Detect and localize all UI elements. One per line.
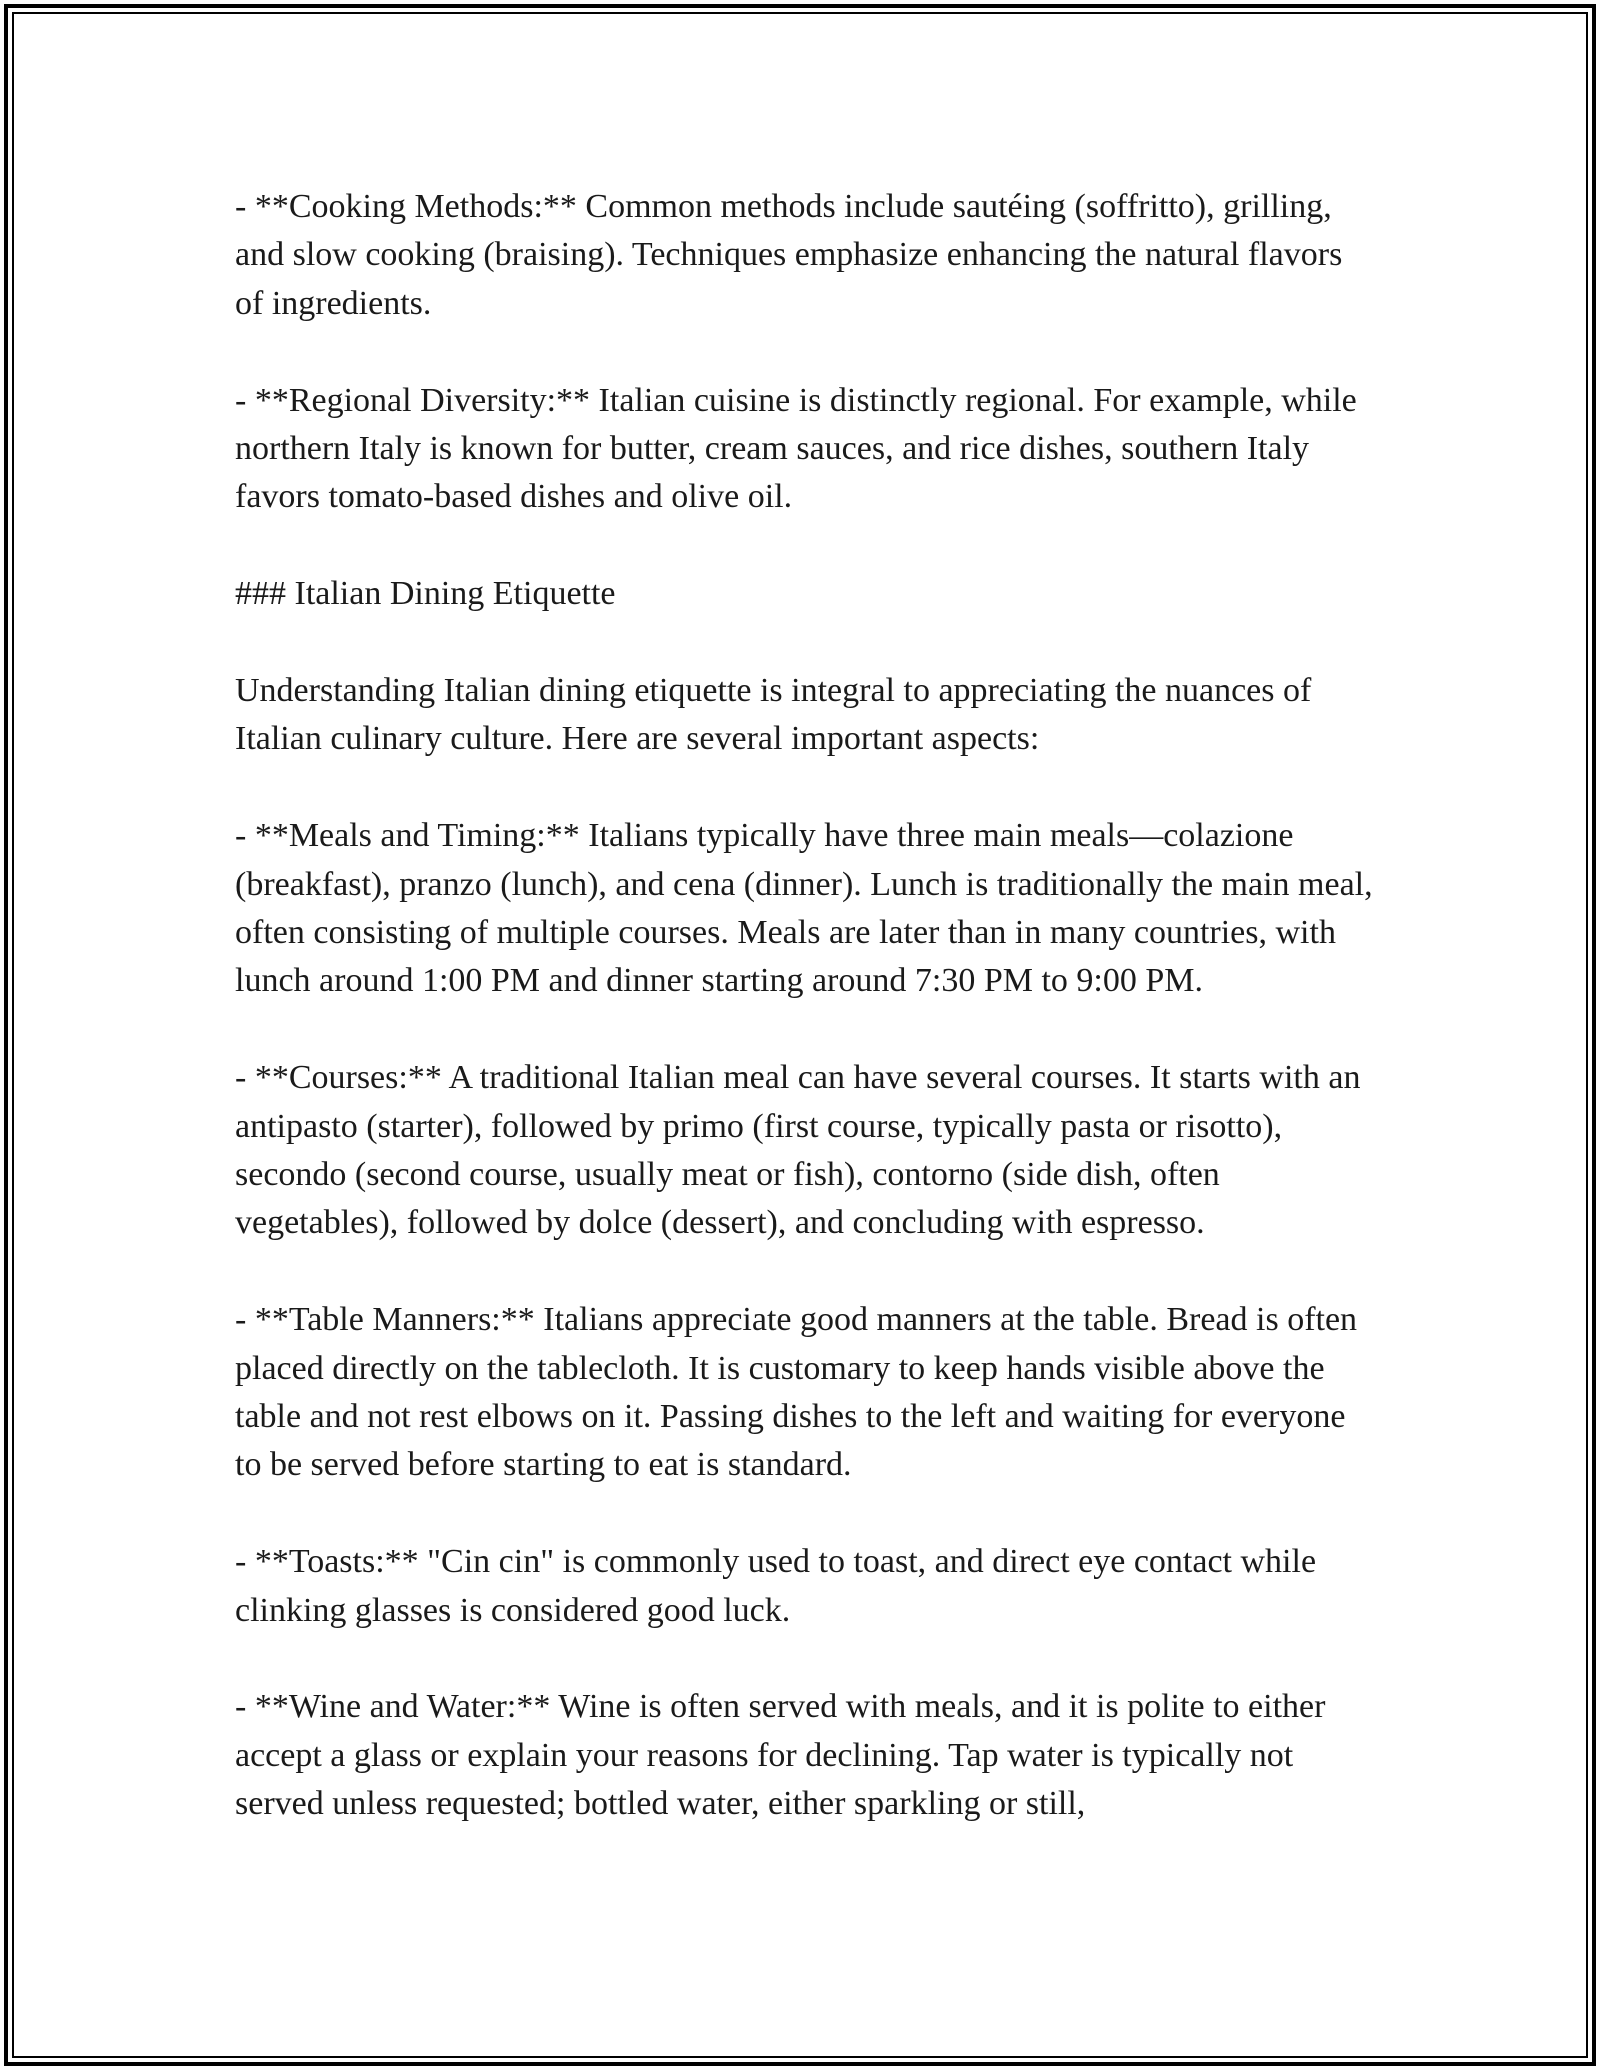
paragraph-table-manners: - **Table Manners:** Italians appreciate good manners at the table. Bread is often placed directly on the tablecloth. It is customary to keep hands visible above the table and not rest elbows on it. Passing dishes to the left and waiting for everyone to be served before starting to eat is standard.: [235, 1301, 1358, 1484]
paragraph-etiquette-intro: Understanding Italian dining etiquette is integral to appreciating the nuances of Italian culinary culture. Here are several important aspects:: [235, 672, 1312, 758]
paragraph-cooking-methods: - **Cooking Methods:** Common methods include sautéing (soffritto), grilling, and slow cooking (braising). Techniques emphasize enhancing the natural flavors of ingredients.: [235, 188, 1343, 322]
paragraph-meals-timing: - **Meals and Timing:** Italians typically have three main meals—colazione (breakfast), pranzo (lunch), and cena (dinner). Lunch is traditionally the main meal, often consisting of multiple courses. Meals are later than in many countries, with lunch around 1:00 PM and dinner starting around 7:30 PM to 9:00 PM.: [235, 817, 1373, 1000]
paragraph-regional-diversity: - **Regional Diversity:** Italian cuisine is distinctly regional. For example, while northern Italy is known for butter, cream sauces, and rice dishes, southern Italy favors tomato-based dishes and olive oil.: [235, 381, 1357, 516]
paragraph-toasts: - **Toasts:** "Cin cin" is commonly used to toast, and direct eye contact while clinking glasses is considered good luck.: [235, 1543, 1317, 1629]
paragraph-courses: - **Courses:** A traditional Italian meal can have several courses. It starts with an antipasto (starter), followed by primo (first course, typically pasta or risotto), secondo (second course, usually meat or fish), contorno (side dish, often vegetables), followed by dolce (dessert), and concluding with espresso.: [235, 1059, 1361, 1242]
paragraph-wine-water: - **Wine and Water:** Wine is often served with meals, and it is polite to either accept a glass or explain your reasons for declining. Tap water is typically not served unless requested; bottled water, either sparkling or still,: [235, 1688, 1326, 1823]
section-heading-dining-etiquette: ### Italian Dining Etiquette: [235, 575, 616, 613]
document-body: [235, 183, 1375, 1829]
